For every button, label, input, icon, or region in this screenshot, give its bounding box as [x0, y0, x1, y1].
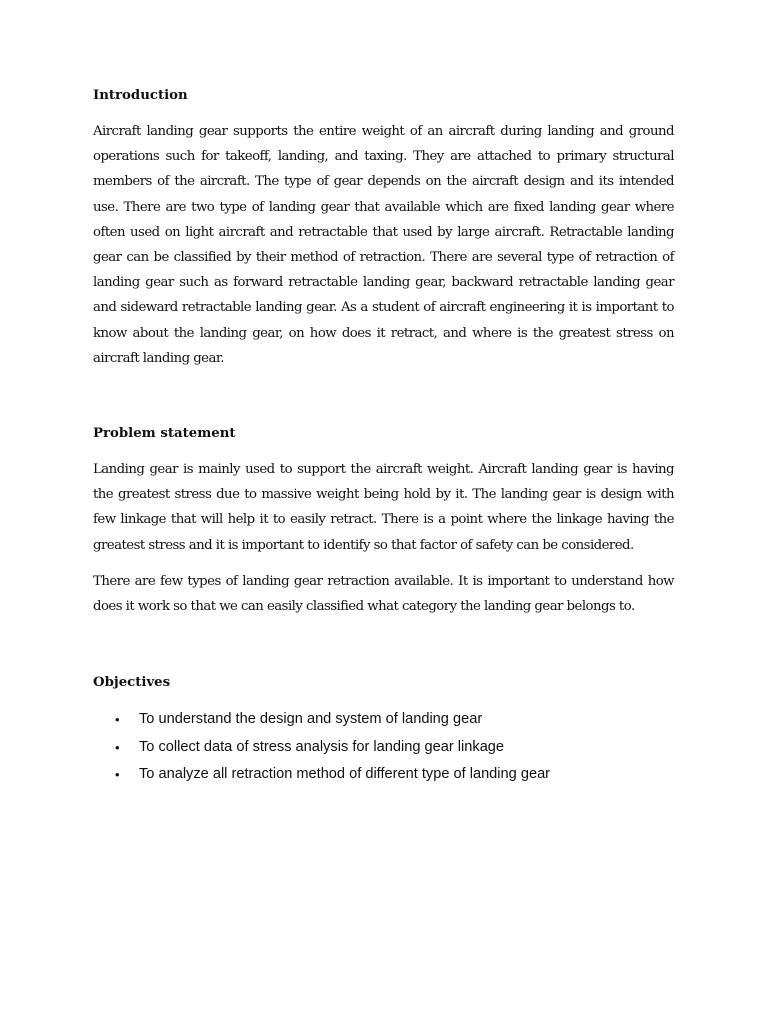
objective-item	[93, 734, 674, 761]
objective-item	[93, 706, 674, 733]
section-introduction	[93, 86, 674, 371]
introduction-paragraph: Aircraft landing gear supports the entire weight of an aircraft during landing and ground operations such for takeoff, landing, and taxing. They are attached to primary structural members of the aircraft. The type of gear depends on the aircraft design and its intended use. There are two type of landing gear that available which are fixed landing gear where often used on light aircraft and retractable that used by large aircraft. Retractable landing gear can be classified by their method of retraction. There are several type of retraction of landing gear such as forward retractable landing gear, backward retractable landing gear and sideward retractable landing gear. As a student of aircraft engineering it is important to know about the landing gear, on how does it retract, and where is the greatest stress on aircraft landing gear.	[93, 124, 674, 366]
problem-paragraph-1: Landing gear is mainly used to support the aircraft weight. Aircraft landing gear is having the greatest stress due to massive weight being hold by it. The landing gear is design with few linkage that will help it to easily retract. There is a point where the linkage having the greatest stress and it is important to identify so that factor of safety can be considered.	[93, 462, 674, 553]
heading-problem-statement: Problem statement	[93, 426, 236, 442]
section-spacer	[93, 630, 674, 673]
bullet-icon: •	[115, 739, 120, 755]
objective-text: To collect data of stress analysis for landing gear linkage	[139, 738, 505, 755]
bullet-icon: •	[115, 766, 120, 782]
objectives-list	[93, 706, 674, 788]
objective-text: To understand the design and system of landing gear	[139, 711, 483, 728]
heading-objectives: Objectives	[93, 675, 171, 691]
heading-introduction: Introduction	[93, 88, 188, 103]
objective-text: To analyze all retraction method of different type of landing gear	[139, 765, 551, 782]
bullet-icon: •	[115, 712, 120, 728]
problem-paragraph-2: There are few types of landing gear retraction available. It is important to understand how does it work so that we can easily classified what category the landing gear belongs to.	[93, 573, 674, 615]
section-problem-statement	[93, 424, 674, 619]
document-body	[93, 86, 674, 788]
section-spacer	[93, 382, 674, 424]
section-objectives	[93, 673, 674, 788]
objective-item	[93, 761, 674, 788]
